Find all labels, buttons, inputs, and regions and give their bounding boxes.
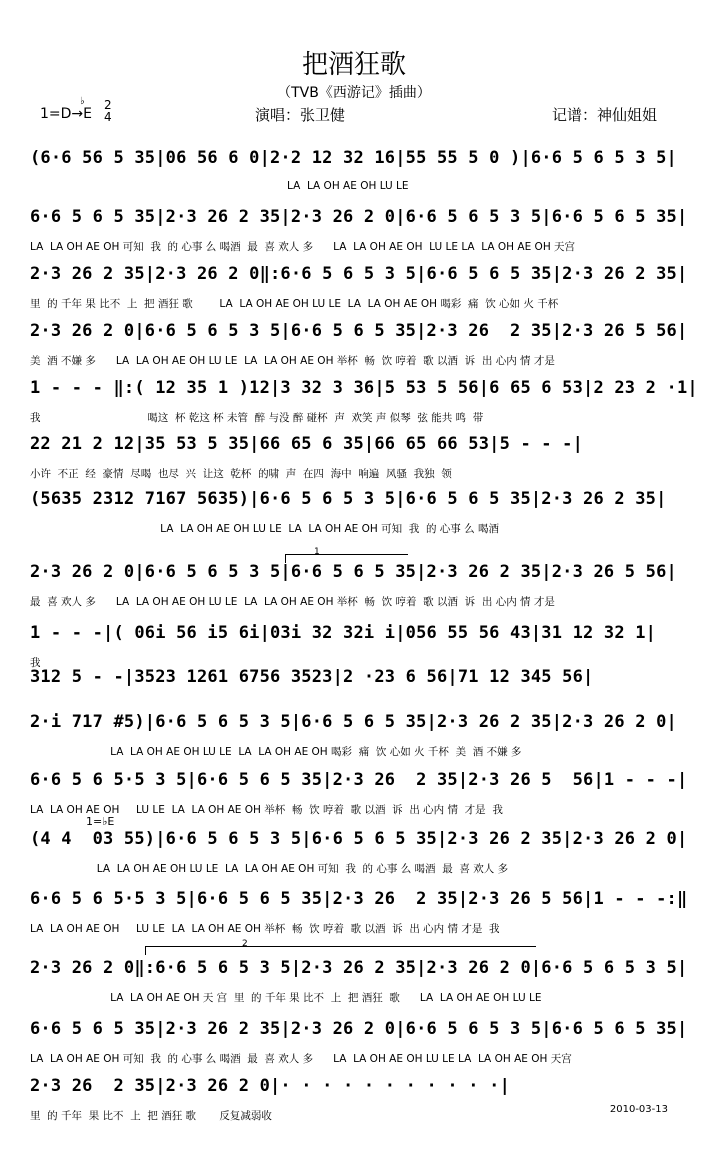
notation-row: 6·6 5 6 5·5 3 5|6·6 5 6 5 35|2·3 26 2 35|2·3 26 5 56|1 - - -|	[30, 770, 688, 790]
time-signature	[104, 99, 112, 123]
lyric-row: LA LA OH AE OH LU LE LA LA OH AE OH 可知 我 的 心事 么 喝酒 最 喜 欢人 多	[30, 863, 509, 875]
notation-row: 6·6 5 6 5·5 3 5|6·6 5 6 5 35|2·3 26 2 35|2·3 26 5 56|1 - - -:‖	[30, 889, 688, 909]
lyric-row: 最 喜 欢人 多 LA LA OH AE OH LU LE LA LA OH AE OH 举杯 畅 饮 哼着 歌 以酒 诉 出 心内 情 才是	[30, 596, 555, 608]
time-denominator: 4	[104, 110, 112, 124]
lyric-row: LA LA OH AE OH 可知 我 的 心事 么 喝酒 最 喜 欢人 多 LA LA OH AE OH LU LE LA LA OH AE OH 天宫	[30, 1053, 572, 1065]
notation-row: 2·i 717 #5)|6·6 5 6 5 3 5|6·6 5 6 5 35|2·3 26 2 35|2·3 26 2 0|	[30, 712, 677, 732]
lyric-row: 我 喝这 杯 乾这 杯 未管 醉 与没 醉 碰杯 声 欢笑 声 似琴 弦 能共 鸣 带	[30, 412, 484, 424]
key-flat-mark: ♭	[80, 96, 85, 107]
notation-row: (5635 2312 7167 5635)|6·6 5 6 5 3 5|6·6 5 6 5 35|2·3 26 2 35|	[30, 489, 667, 509]
volta-1	[285, 547, 408, 563]
notation-row: 2·3 26 2 0|6·6 5 6 5 3 5|6·6 5 6 5 35|2·3 26 2 35|2·3 26 5 56|	[30, 562, 677, 582]
lyric-row: LA LA OH AE OH 可知 我 的 心事 么 喝酒 最 喜 欢人 多 LA LA OH AE OH LU LE LA LA OH AE OH 天宫	[30, 241, 576, 253]
notation-row: 2·3 26 2 0|6·6 5 6 5 3 5|6·6 5 6 5 35|2·3 26 2 35|2·3 26 5 56|	[30, 321, 688, 341]
lyric-row: 小许 不正 经 豪情 尽喝 也尽 兴 让这 乾杯 的啸 声 在四 海中 响遍 风骚 我独 领	[30, 468, 452, 480]
volta-2	[145, 939, 536, 955]
lyric-row: 里 的 千年 果 比不 上 把 酒狂 歌 反复减弱收	[30, 1110, 272, 1122]
lyric-row: LA LA OH AE OH LU LE LA LA OH AE OH 举杯 畅 饮 哼着 歌 以酒 诉 出 心内 情 才是 我	[30, 923, 500, 935]
lyric-row: LA LA OH AE OH LU LE LA LA OH AE OH 喝彩 痛 饮 心如 火 千杯 美 酒 不嫌 多	[30, 746, 522, 758]
lyric-row: 美 酒 不嫌 多 LA LA OH AE OH LU LE LA LA OH AE OH 举杯 畅 饮 哼着 歌 以酒 诉 出 心内 情 才是	[30, 355, 555, 367]
song-title: 把酒狂歌	[301, 50, 406, 80]
lyric-row: LA LA OH AE OH LU LE LA LA OH AE OH 举杯 畅 饮 哼着 歌 以酒 诉 出 心内 情 才是 我	[30, 804, 503, 816]
notation-row: (6·6 56 5 35|06 56 6 0|2·2 12 32 16|55 55 5 0 )|6·6 5 6 5 3 5|	[30, 148, 677, 168]
lyric-row: LA LA OH AE OH 天 宫 里 的 千年 果 比不 上 把 酒狂 歌 LA LA OH AE OH LU LE	[30, 992, 542, 1004]
lyric-row: 里 的 千年 果 比不 上 把 酒狂 歌 LA LA OH AE OH LU LE LA LA OH AE OH 喝彩 痛 饮 心如 火 千杯	[30, 298, 559, 310]
song-subtitle: （TVB《西游记》插曲）	[277, 85, 431, 101]
notation-row: (4 4 03 55)|6·6 5 6 5 3 5|6·6 5 6 5 35|2·3 26 2 35|2·3 26 2 0|	[30, 829, 688, 849]
notation-row: 2·3 26 2 35|2·3 26 2 0|· · · · · · · · · · ·|	[30, 1076, 511, 1096]
transcriber-credit: 记谱：神仙姐姐	[552, 106, 658, 124]
lyric-row: LA LA OH AE OH LU LE LA LA OH AE OH 可知 我 的 心事 么 喝酒	[30, 523, 499, 535]
notation-row: 22 21 2 12|35 53 5 35|66 65 6 35|66 65 66 53|5 - - -|	[30, 434, 584, 454]
lyric-row: 我	[30, 657, 41, 669]
volta-2-label: 2	[242, 939, 248, 949]
volta-1-label: 1	[314, 547, 320, 557]
notation-row: 6·6 5 6 5 35|2·3 26 2 35|2·3 26 2 0|6·6 5 6 5 3 5|6·6 5 6 5 35|	[30, 207, 688, 227]
key-signature: 1=D→E	[40, 106, 92, 122]
key-change-label: 1=♭E	[86, 815, 115, 828]
lyric-row: LA LA OH AE OH LU LE	[30, 180, 409, 192]
notation-row: 1 - - - ‖:( 12 35 1 )12|3 32 3 36|5 53 5 56|6 65 6 53|2 23 2 ·1|	[30, 378, 698, 398]
notation-row: 1 - - -|( 06i 56 i5 6i|03i 32 32i i|056 55 56 43|31 12 32 1|	[30, 623, 657, 643]
notation-row: 312 5 - -|3523 1261 6756 3523|2 ·23 6 56|71 12 345 56|	[30, 667, 594, 687]
date-label: 2010-03-13	[609, 1104, 668, 1115]
notation-row: 2·3 26 2 35|2·3 26 2 0‖:6·6 5 6 5 3 5|6·6 5 6 5 35|2·3 26 2 35|	[30, 264, 688, 284]
time-numerator: 2	[104, 98, 112, 112]
notation-row: 2·3 26 2 0‖:6·6 5 6 5 3 5|2·3 26 2 35|2·3 26 2 0|6·6 5 6 5 3 5|	[30, 958, 688, 978]
notation-row: 6·6 5 6 5 35|2·3 26 2 35|2·3 26 2 0|6·6 5 6 5 3 5|6·6 5 6 5 35|	[30, 1019, 688, 1039]
singer-credit: 演唱：张卫健	[255, 106, 346, 124]
